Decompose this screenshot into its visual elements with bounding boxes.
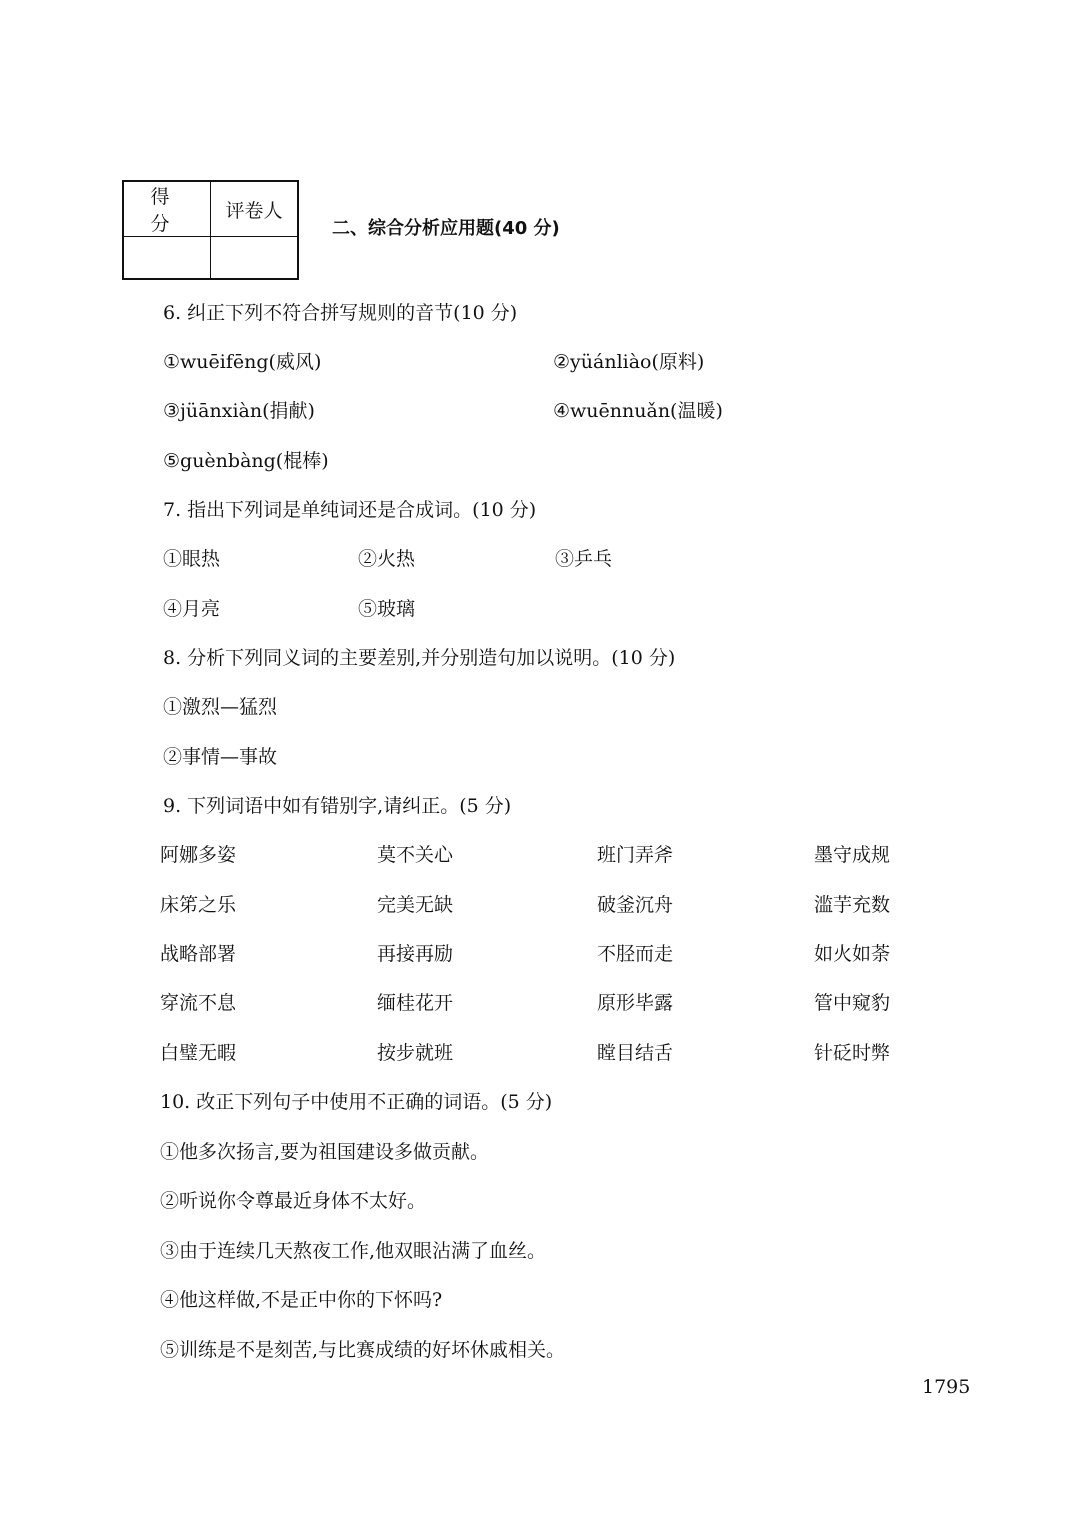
q9-word: 滥芋充数 (814, 894, 891, 916)
score-cell[interactable] (123, 237, 211, 280)
q8-item: ①激烈—猛烈 (163, 696, 278, 718)
q6-item: ②yüánliào(原料) (553, 351, 705, 373)
q7-item: ④月亮 (163, 598, 221, 620)
q9-word: 针砭时弊 (814, 1042, 891, 1064)
q10-item: ①他多次扬言,要为祖国建设多做贡献。 (160, 1141, 490, 1163)
q6-item: ①wuēifēng(威风) (163, 351, 322, 373)
q6-prompt: 6. 纠正下列不符合拼写规则的音节(10 分) (163, 302, 518, 324)
q7-item: ⑤玻璃 (358, 598, 416, 620)
q9-word: 白璧无暇 (160, 1042, 237, 1064)
q9-word: 如火如荼 (814, 943, 891, 965)
q8-item: ②事情—事故 (163, 746, 278, 768)
q9-word: 再接再励 (377, 943, 454, 965)
q10-item: ②听说你令尊最近身体不太好。 (160, 1190, 427, 1212)
grader-label: 评卷人 (211, 181, 299, 237)
q9-word: 战略部署 (160, 943, 237, 965)
q9-word: 破釜沉舟 (597, 894, 674, 916)
q9-word: 不胫而走 (597, 943, 674, 965)
q9-word: 原形毕露 (597, 992, 674, 1014)
q6-item: ③jüānxiàn(捐献) (163, 400, 315, 422)
q9-word: 莫不关心 (377, 844, 454, 866)
q10-item: ④他这样做,不是正中你的下怀吗? (160, 1289, 443, 1311)
q7-item: ③乒乓 (555, 548, 613, 570)
q9-word: 班门弄斧 (597, 844, 674, 866)
q9-prompt: 9. 下列词语中如有错别字,请纠正。(5 分) (163, 795, 512, 817)
section-title: 二、综合分析应用题(40 分) (332, 218, 560, 239)
q10-prompt: 10. 改正下列句子中使用不正确的词语。(5 分) (160, 1091, 553, 1113)
page-number: 1795 (922, 1376, 971, 1398)
q9-word: 阿娜多姿 (160, 844, 237, 866)
q7-item: ②火热 (358, 548, 416, 570)
q9-word: 瞠目结舌 (597, 1042, 674, 1064)
q7-item: ①眼热 (163, 548, 221, 570)
q10-item: ⑤训练是不是刻苦,与比赛成绩的好坏休戚相关。 (160, 1339, 566, 1361)
q9-word: 穿流不息 (160, 992, 237, 1014)
q9-word: 床笫之乐 (160, 894, 237, 916)
q9-word: 墨守成规 (814, 844, 891, 866)
q8-prompt: 8. 分析下列同义词的主要差别,并分别造句加以说明。(10 分) (163, 647, 676, 669)
score-label: 得 分 (123, 181, 211, 237)
q6-item: ④wuēnnuǎn(温暖) (553, 400, 723, 422)
score-box (122, 180, 299, 280)
q9-word: 缅桂花开 (377, 992, 454, 1014)
q6-item: ⑤guènbàng(棍棒) (163, 450, 329, 472)
q10-item: ③由于连续几天熬夜工作,他双眼沾满了血丝。 (160, 1240, 547, 1262)
q9-word: 按步就班 (377, 1042, 454, 1064)
q9-word: 管中窥豹 (814, 992, 891, 1014)
q7-prompt: 7. 指出下列词是单纯词还是合成词。(10 分) (163, 499, 537, 521)
q9-word: 完美无缺 (377, 894, 454, 916)
grader-cell[interactable] (211, 237, 299, 280)
